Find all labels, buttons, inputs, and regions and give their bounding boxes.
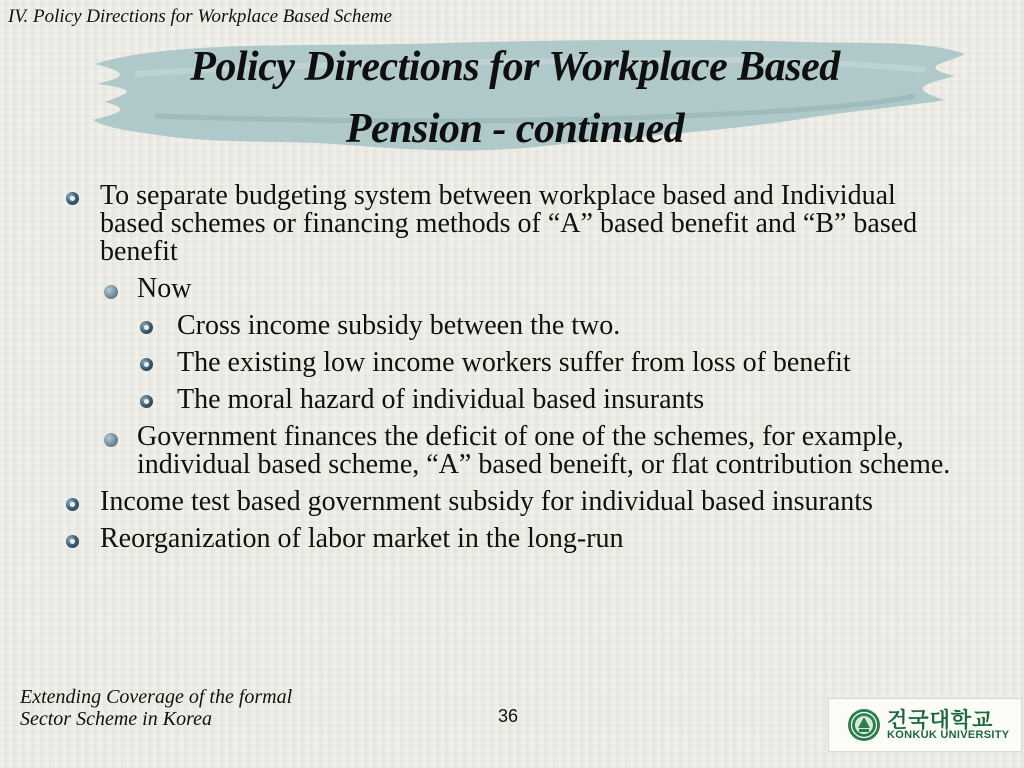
list-item [60, 423, 960, 479]
footer-line-1: Extending Coverage of the formal [20, 686, 293, 708]
page-number: 36 [498, 706, 519, 726]
sub-bullet-text: Government finances the deficit of one of the schemes, for example, individual based scheme, “A” based beneift, or flat contribution scheme. [137, 421, 951, 480]
logo-korean-text: 건국대학교 [887, 708, 994, 732]
university-seal-icon [847, 708, 881, 742]
sub-bullet-text: Now [137, 273, 192, 304]
bullet-text: To separate budgeting system between workplace based and Individual based schemes or financing methods of “A” based benefit and “B” based benefit [100, 180, 918, 267]
sub-sub-bullet-text: The moral hazard of individual based insurants [177, 384, 705, 415]
sub-sub-bullet-icon [140, 358, 153, 371]
logo-english-text: KONKUK UNIVERSITY [887, 729, 1010, 741]
list-item [60, 525, 960, 553]
title-line-2: Pension - continued [345, 106, 685, 152]
slide-title [100, 36, 930, 160]
list-item [60, 488, 960, 516]
bullet-text: Income test based government subsidy for individual based insurants [100, 486, 873, 517]
sub-bullet-icon [104, 285, 118, 299]
list-item [60, 349, 960, 377]
sub-sub-bullet-text: Cross income subsidy between the two. [177, 310, 621, 341]
bullet-icon [66, 498, 79, 511]
list-item [60, 312, 960, 340]
university-logo [828, 698, 1022, 752]
bullet-icon [66, 192, 79, 205]
sub-bullet-icon [104, 433, 118, 447]
footer-caption [20, 686, 292, 730]
bullet-icon [66, 535, 79, 548]
list-item [60, 182, 960, 266]
sub-sub-bullet-text: The existing low income workers suffer from loss of benefit [177, 347, 851, 378]
section-label: IV. Policy Directions for Workplace Based Scheme [8, 6, 392, 27]
title-line-1: Policy Directions for Workplace Based [190, 44, 840, 90]
list-item [60, 386, 960, 414]
sub-sub-bullet-icon [140, 321, 153, 334]
sub-sub-bullet-icon [140, 395, 153, 408]
list-item [60, 275, 960, 303]
bullet-text: Reorganization of labor market in the long-run [100, 523, 624, 554]
bullet-list [60, 182, 960, 562]
footer-line-2: Sector Scheme in Korea [20, 708, 212, 730]
